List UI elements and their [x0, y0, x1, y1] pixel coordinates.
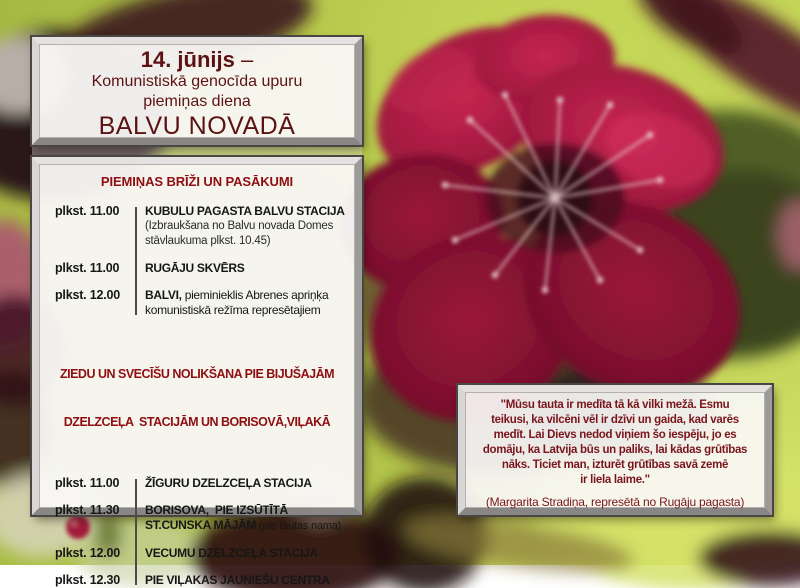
- event-description: [145, 503, 347, 534]
- poster-title-region: BALVU NOVADĀ: [98, 112, 296, 140]
- column-divider: [131, 288, 145, 318]
- event-description: [145, 261, 347, 276]
- event-note: (Izbraukšana no Balvu novada Domes: [145, 220, 334, 232]
- event-title: ŽĪGURU DZELZCEĻA STACIJA: [145, 476, 312, 490]
- column-divider: [131, 261, 145, 276]
- poster-title-line3: piemiņas diena: [143, 93, 251, 110]
- event-title-bold: BALVI,: [145, 288, 182, 302]
- schedule-row: [55, 476, 347, 491]
- event-title: KUBULU PAGASTA BALVU STACIJA: [145, 204, 345, 218]
- event-title: VECUMU DZELZCEĻA STACIJA: [145, 546, 318, 560]
- event-time: plkst. 11.00: [55, 261, 120, 275]
- event-time: plkst. 12.00: [55, 288, 121, 302]
- quote-attribution: (Margarita Stradiņa, represētā no Rugāju pagasta): [485, 495, 745, 509]
- event-description: [145, 204, 347, 249]
- title-dash: –: [234, 47, 254, 72]
- quote-line: medīt. Lai Dievs nedod viņiem šo iespēju, jo es: [493, 429, 737, 441]
- schedule-row: [55, 204, 347, 249]
- column-divider: [131, 476, 145, 491]
- spacer: [47, 318, 347, 334]
- quote-line: domāju, ka Latvija būs un paliks, lai kādas grūtības: [482, 444, 748, 456]
- title-box: [32, 37, 362, 145]
- event-description: [145, 546, 347, 561]
- column-divider: [131, 573, 145, 588]
- section-heading-events: PIEMIŅAS BRĪŽI UN PASĀKUMI: [100, 174, 294, 189]
- event-title: [145, 518, 347, 534]
- poster-title-date: [39, 48, 355, 72]
- section-heading-flowers: [47, 334, 347, 462]
- event-title: RUGĀJU SKVĒRS: [145, 261, 245, 275]
- quote-box: [458, 385, 772, 515]
- column-divider: [131, 503, 145, 534]
- event-time: plkst. 12.30: [55, 573, 121, 587]
- event-time: plkst. 11.00: [55, 476, 120, 490]
- event-description: [145, 288, 347, 318]
- event-description: [145, 476, 347, 491]
- schedule-row: [55, 503, 347, 534]
- event-note: stāvlaukuma plkst. 10.45): [145, 235, 271, 247]
- quote-line: teikusi, ka vilcēni vēl ir dzīvi un gaida, kad varēs: [491, 414, 739, 426]
- event-note: (pie tautas nama): [256, 520, 342, 532]
- column-divider: [131, 204, 145, 249]
- event-title-bold: ST.CUNSKA MĀJĀM: [145, 518, 257, 532]
- event-title: [145, 288, 347, 303]
- event-description: [145, 573, 347, 588]
- schedule-section-2: [47, 476, 347, 588]
- schedule-row: [55, 573, 347, 588]
- quote-line: ir liela laime.": [580, 474, 650, 486]
- event-time: plkst. 12.00: [55, 546, 121, 560]
- column-divider: [131, 546, 145, 561]
- schedule-row: [55, 546, 347, 561]
- event-title: PIE VIĻAKAS JAUNIEŠU CENTRA: [145, 573, 330, 587]
- schedule-row: [55, 261, 347, 276]
- quote-line: "Mūsu tauta ir medīta tā kā vilki mežā. Esmu: [500, 399, 730, 411]
- event-detail: komunistiskā režīma represētajiem: [145, 303, 321, 317]
- left-panel: [32, 37, 362, 587]
- schedule-box: [32, 157, 362, 587]
- heading-line: DZELZCEĻA STACIJĀM UN BORISOVĀ,VIĻAKĀ: [63, 415, 331, 429]
- event-time: plkst. 11.00: [55, 204, 120, 218]
- schedule-section-1: [47, 204, 347, 318]
- event-title: BORISOVA, PIE IZSŪTĪTĀ: [145, 503, 288, 517]
- schedule-row: [55, 288, 347, 318]
- quote-line: nāks. Ticiet man, izturēt grūtības savā zemē: [501, 459, 729, 471]
- event-time: plkst. 11.30: [55, 503, 120, 517]
- poster-title-line2: Komunistiskā genocīda upuru: [91, 73, 303, 90]
- event-detail: pieminieklis Abrenes apriņķa: [181, 288, 329, 302]
- heading-line: ZIEDU UN SVECĪŠU NOLIKŠANA PIE BIJUŠAJĀM: [59, 367, 335, 381]
- title-date-text: 14. jūnijs: [140, 47, 235, 72]
